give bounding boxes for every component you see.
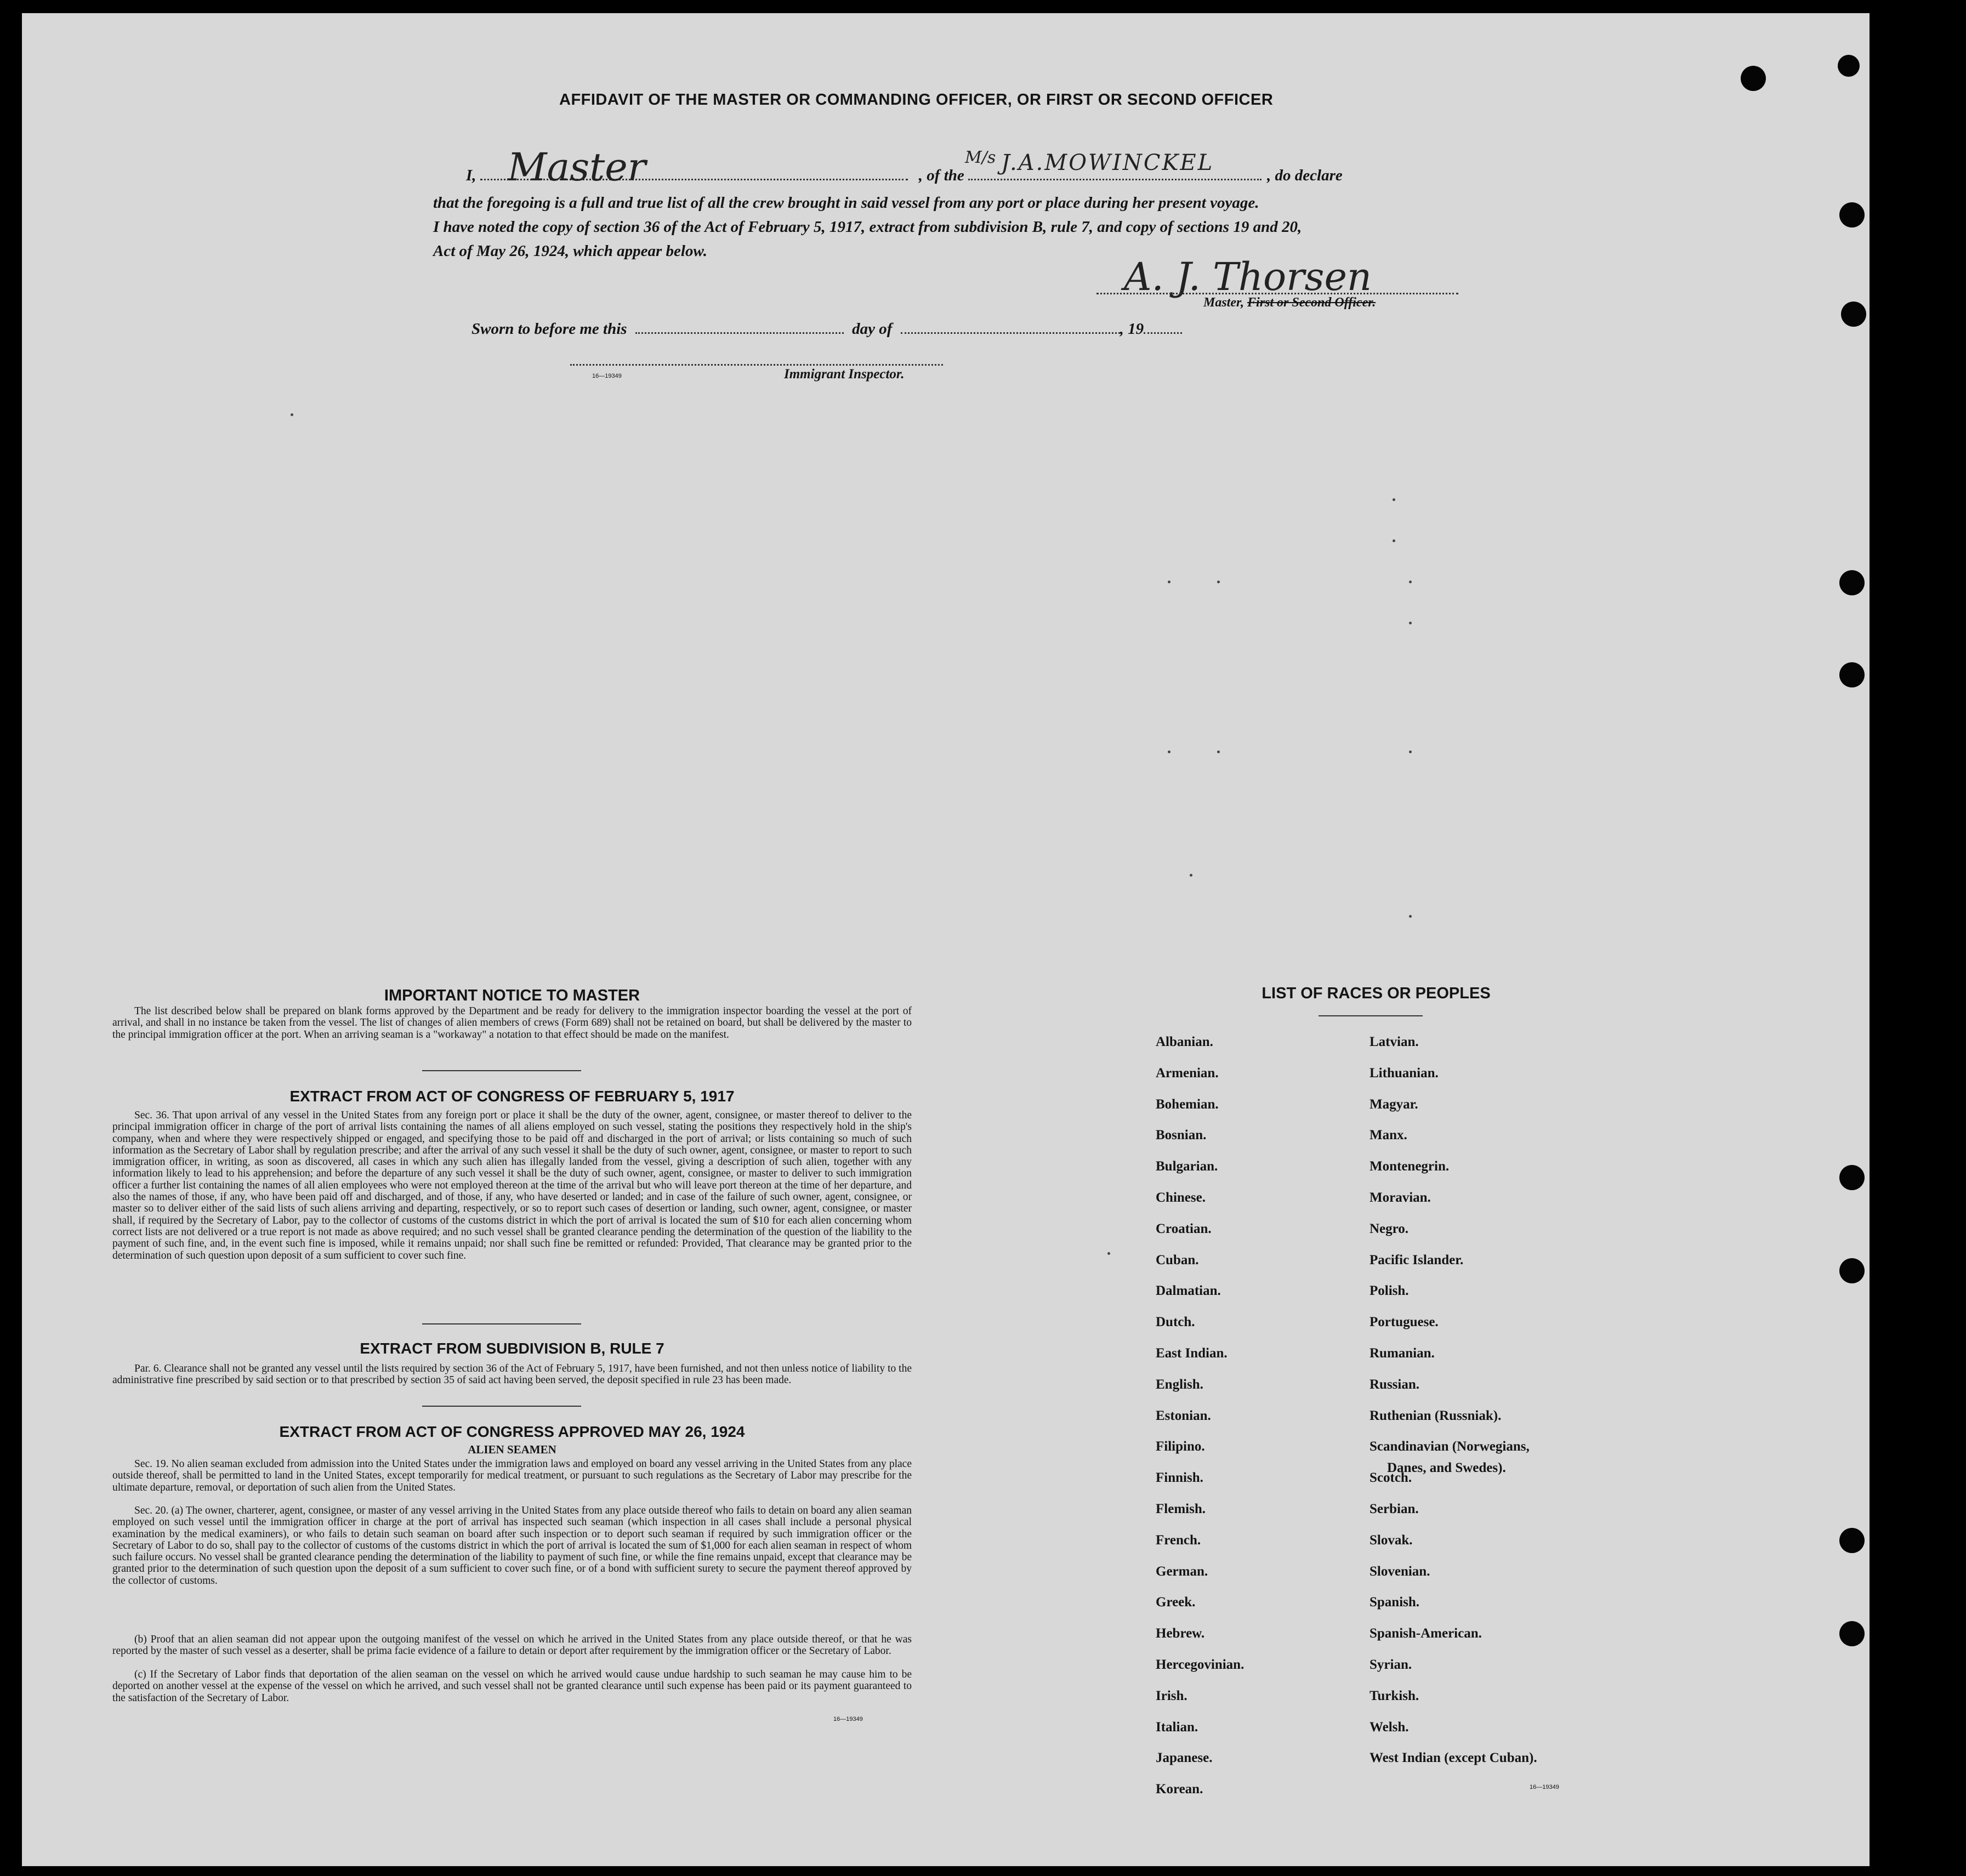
race-item: Hebrew. <box>1156 1626 1205 1641</box>
scan-speck <box>1168 581 1170 583</box>
race-item: Negro. <box>1370 1221 1409 1236</box>
signature-caption <box>1203 295 1376 310</box>
year-prefix: , 19 <box>1120 320 1144 338</box>
vessel-prefix: M/s <box>965 148 996 167</box>
race-item: West Indian (except Cuban). <box>1370 1750 1537 1766</box>
race-item: Albanian. <box>1156 1034 1213 1049</box>
divider-rule <box>422 1406 581 1407</box>
binder-hole <box>1839 662 1865 687</box>
binder-hole <box>1839 1528 1865 1553</box>
race-item: Scotch. <box>1370 1470 1412 1486</box>
scandinavian-continuation: Danes, and Swedes). <box>1387 1460 1506 1475</box>
scan-speck <box>1409 581 1412 583</box>
form-number-top: 16—19349 <box>592 373 622 379</box>
extract-1917-text: Sec. 36. That upon arrival of any vessel in the United States from any foreign port or place it shall be the duty of the owner, agent, consignee, or master thereof to deliver to the principal immigration officer in charge of the port of arrival lists containing the names of all aliens employed on such vessel, stating the positions they respectively hold in the ship's company, when and where they were respectively shipped or engaged, and specifying those to be paid off and discharged in the port of arrival; or lists containing so much of such information as the Secretary of Labor shall by regulation prescribe; and after the arrival of any such vessel it shall be the duty of such owner, agent, consignee, or master to report to such immigration officer, in writing, as soon as discovered, all cases in which any such alien has illegally landed from the vessel, giving a description of such alien, together with any information likely to lead to his apprehension; and before the departure of any such vessel it shall be the duty of such owner, agent, consignee, or master to deliver to such immigration officer a further list containing the names of all alien employees who were not employed thereon at the time of the arrival but who will leave port thereon at the time of her departure, and also the names of those, if any, who have been paid off and discharged, and of those, if any, who have deserted or landed; and in case of the failure of such owner, agent, consignee, or master so to deliver either of the said lists of such aliens arriving and departing, respectively, or so to report such cases of desertion or landing, such owner, agent, consignee, or master shall, if required by the Secretary of Labor, pay to the collector of customs of the customs district in which the port of arrival is located the sum of $10 for each alien concerning whom correct lists are not delivered or a true report is not made as above required; and no such vessel shall be granted clearance pending the determination of the question of the liability to the payment of such fine, and, in the event such fine is imposed, while it remains unpaid; nor shall such fine be remitted or refunded: Provided, That clearance may be granted prior to the determination of such question upon deposit of a sum sufficient to cover such fine. <box>112 1110 912 1261</box>
binder-hole <box>1839 202 1865 228</box>
do-declare-label: , do declare <box>1267 167 1343 184</box>
form-number-bottom-right: 16—19349 <box>1530 1784 1559 1790</box>
extract-rule7-title: EXTRACT FROM SUBDIVISION B, RULE 7 <box>360 1340 664 1357</box>
race-item: Magyar. <box>1370 1096 1418 1112</box>
race-item: Cuban. <box>1156 1252 1199 1267</box>
binder-hole <box>1839 1621 1865 1646</box>
race-item: Ruthenian (Russniak). <box>1370 1408 1502 1423</box>
scan-speck <box>1409 751 1412 753</box>
sworn-label: Sworn to before me this <box>471 320 627 338</box>
divider-rule <box>422 1323 581 1324</box>
race-item: Manx. <box>1370 1128 1407 1143</box>
race-item: Flemish. <box>1156 1501 1206 1516</box>
binder-hole <box>1839 1165 1865 1190</box>
race-item: Latvian. <box>1370 1034 1419 1049</box>
scan-speck <box>1190 874 1192 877</box>
race-item: Moravian. <box>1370 1190 1431 1205</box>
scan-speck <box>1409 622 1412 624</box>
race-item: Dutch. <box>1156 1315 1195 1330</box>
race-item: Serbian. <box>1370 1501 1419 1516</box>
of-the-label: , of the <box>918 167 964 184</box>
race-item: Bulgarian. <box>1156 1159 1218 1174</box>
affidavit-title: AFFIDAVIT OF THE MASTER OR COMMANDING OFFICER, OR FIRST OR SECOND OFFICER <box>559 91 1274 109</box>
races-title: LIST OF RACES OR PEOPLES <box>1262 985 1491 1002</box>
race-item: Russian. <box>1370 1377 1420 1392</box>
race-item: Bosnian. <box>1156 1128 1207 1143</box>
affidavit-line-3: I have noted the copy of section 36 of the Act of February 5, 1917, extract from subdivision B, rule 7, and copy of sections 19 and 20, <box>433 218 1302 236</box>
race-item: Syrian. <box>1370 1657 1412 1672</box>
affidavit-line-4: Act of May 26, 1924, which appear below. <box>433 242 707 260</box>
extract-rule7-text: Par. 6. Clearance shall not be granted any vessel until the lists required by section 36 of the Act of February 5, 1917, have been furnished, and not then unless notice of liability to the administrative fine prescribed by said section or to that prescribed by section 35 of said act having been served, the deposit specified in rule 23 has been made. <box>112 1363 912 1386</box>
sec-20a-text: Sec. 20. (a) The owner, charterer, agent, consignee, or master of any vessel arriving in the United States from any place outside thereof who fails to detain on board any alien seaman employed on such vessel until the immigration officer in charge at the port of arrival has inspected such seaman (which inspection in all cases shall include a personal physical examination by the medical examiners), or who fails to detain such seaman on board after such inspection or to deport such seaman if required by such immigration officer or the Secretary of Labor to do so, shall pay to the collector of customs of the customs district in which the port of arrival is located the sum of $1,000 for each alien seaman in respect of whom such failure occurs. No vessel shall be granted clearance pending the determination of the liability to payment of such fine, or while the fine remains unpaid, except that clearance may be granted prior to the determination of such question upon the deposit of a sum sufficient to cover such fine, or of a bond with sufficient surety to secure the payment thereof approved by the collector of customs. <box>112 1505 912 1587</box>
binder-hole <box>1839 1258 1865 1283</box>
race-item: Slovenian. <box>1370 1564 1430 1579</box>
race-item: Armenian. <box>1156 1065 1219 1081</box>
i-label: I, <box>466 167 476 184</box>
vessel-field <box>965 148 1267 185</box>
races-column-2 <box>1370 1027 1537 1774</box>
race-item: Portuguese. <box>1370 1315 1439 1330</box>
race-item: Welsh. <box>1370 1719 1409 1735</box>
binder-hole <box>1838 55 1860 77</box>
race-item: English. <box>1156 1377 1203 1392</box>
notice-title: IMPORTANT NOTICE TO MASTER <box>384 987 640 1004</box>
divider-rule <box>422 1070 581 1071</box>
race-item: Slovak. <box>1370 1532 1413 1548</box>
extract-1917-title: EXTRACT FROM ACT OF CONGRESS OF FEBRUARY 5, 1917 <box>289 1088 735 1105</box>
race-item: Polish. <box>1370 1283 1409 1299</box>
binder-hole <box>1741 66 1766 91</box>
sec-20b-text: (b) Proof that an alien seaman did not appear upon the outgoing manifest of the vessel on which he arrived in the United States from any place outside thereof, or that he was reported by the master of such vessel as a deserter, shall be prima facie evidence of a failure to detain or deport after requirement by the immigration officer or the Secretary of Labor. <box>112 1634 912 1657</box>
master-handwritten: Master <box>507 145 646 190</box>
inspector-line <box>570 364 943 366</box>
master-signature: A. J. Thorsen <box>1124 254 1372 299</box>
affidavit-line-1 <box>466 145 1343 190</box>
race-item: Scandinavian (Norwegians, <box>1370 1439 1530 1454</box>
caption-master: Master, <box>1203 295 1245 310</box>
day-of-label: day of <box>852 320 893 338</box>
race-item: Estonian. <box>1156 1408 1211 1423</box>
race-item: Spanish-American. <box>1370 1626 1482 1641</box>
races-column-1 <box>1156 1027 1244 1805</box>
race-item: Bohemian. <box>1156 1096 1219 1112</box>
race-item: Finnish. <box>1156 1470 1203 1486</box>
scan-speck <box>1409 915 1412 918</box>
caption-struck: First or Second Officer. <box>1247 295 1376 310</box>
extract-1924-title: EXTRACT FROM ACT OF CONGRESS APPROVED MAY 26, 1924 <box>279 1423 745 1440</box>
inspector-label: Immigrant Inspector. <box>784 367 905 382</box>
master-field <box>480 145 919 190</box>
divider-rule <box>1319 1015 1423 1016</box>
race-item: Rumanian. <box>1370 1345 1435 1361</box>
scan-speck <box>1217 751 1220 753</box>
scan-speck <box>291 413 293 416</box>
sec-20c-text: (c) If the Secretary of Labor finds that deportation of the alien seaman on the vessel on which he arrived would cause undue hardship to such seaman he may cause him to be deported on another vessel at the expense of the vessel on which he arrived, and such vessel shall not be granted clearance until such expense has been paid or its payment guaranteed to the satisfaction of the Secretary of Labor. <box>112 1669 912 1704</box>
race-item: Croatian. <box>1156 1221 1212 1236</box>
race-item: Italian. <box>1156 1719 1198 1735</box>
binder-hole <box>1839 570 1865 595</box>
form-sheet <box>22 13 1870 1866</box>
race-item: Turkish. <box>1370 1688 1419 1703</box>
notice-text: The list described below shall be prepared on blank forms approved by the Department and be ready for delivery to the immigration inspector boarding the vessel at the port of arrival, and shall in no instance be taken from the vessel. The list of changes of alien members of crews (Form 689) shall not be retained on board, but shall be delivered by the master to the principal immigration officer at the port. When an arriving seaman is a "workaway" a notation to that effect should be made on the manifest. <box>112 1005 912 1041</box>
race-item: Pacific Islander. <box>1370 1252 1464 1267</box>
extract-1924-subtitle: ALIEN SEAMEN <box>468 1443 556 1456</box>
race-item: East Indian. <box>1156 1345 1228 1361</box>
race-item: Filipino. <box>1156 1439 1205 1454</box>
sworn-line <box>471 320 1182 338</box>
race-item: Greek. <box>1156 1595 1196 1610</box>
race-item: Montenegrin. <box>1370 1159 1450 1174</box>
binder-hole <box>1841 302 1866 327</box>
scan-speck <box>1168 751 1170 753</box>
scan-speck <box>1393 539 1395 542</box>
race-item: Lithuanian. <box>1370 1065 1439 1081</box>
scan-speck <box>1217 581 1220 583</box>
race-item: Irish. <box>1156 1688 1187 1703</box>
race-item: French. <box>1156 1532 1201 1548</box>
scan-speck <box>1393 498 1395 501</box>
race-item: Spanish. <box>1370 1595 1420 1610</box>
signature-line <box>1096 293 1458 294</box>
race-item: German. <box>1156 1564 1208 1579</box>
race-item: Dalmatian. <box>1156 1283 1221 1299</box>
race-item: Japanese. <box>1156 1750 1213 1766</box>
race-item: Hercegovinian. <box>1156 1657 1245 1672</box>
form-number-bottom-left: 16—19349 <box>833 1716 863 1722</box>
affidavit-line-2: that the foregoing is a full and true list of all the crew brought in said vessel from any port or place during her present voyage. <box>433 194 1259 212</box>
race-item: Korean. <box>1156 1782 1203 1797</box>
scan-speck <box>1107 1252 1110 1255</box>
vessel-name: J.A.MOWINCKEL <box>1001 150 1214 175</box>
race-item: Chinese. <box>1156 1190 1206 1205</box>
sec-19-text: Sec. 19. No alien seaman excluded from admission into the United States under the immigration laws and employed on board any vessel arriving in the United States from any place outside thereof, shall be permitted to land in the United States, except temporarily for medical treatment, or pursuant to such regulations as the Secretary of Labor may prescribe for the ultimate departure, removal, or deportation of such alien from the United States. <box>112 1458 912 1493</box>
